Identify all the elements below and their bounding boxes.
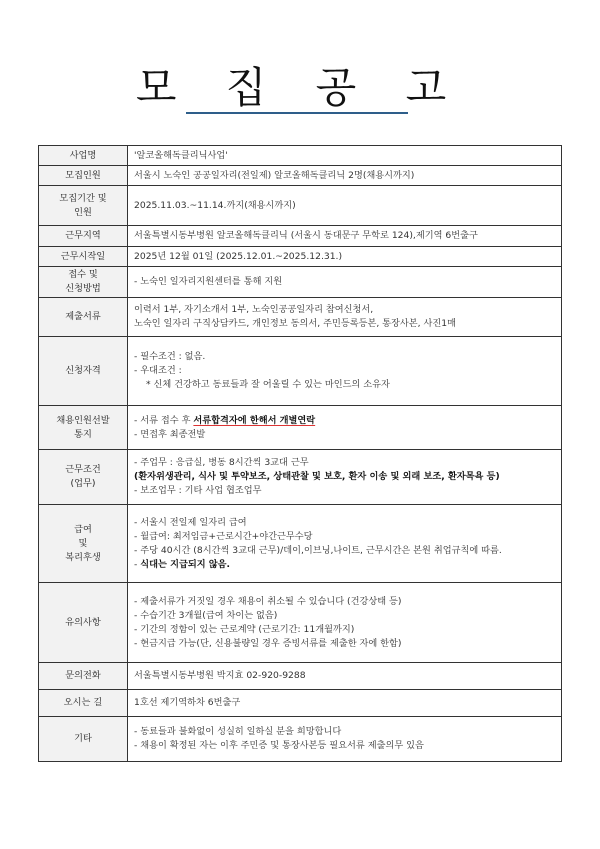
location-text: 서울특별시동부병원 알코올해독클리닉 (서울시 동대문구 무학로 124),제기역 6번출구	[134, 230, 478, 241]
notice-table	[38, 145, 562, 762]
value-documents	[128, 298, 562, 337]
period-text: 2025.11.03.~11.14.까지(채용시까지)	[134, 199, 296, 211]
row-application	[39, 267, 562, 298]
label-notes: 유의사항	[39, 583, 128, 663]
row-location	[39, 226, 562, 247]
label-business: 사업명	[39, 146, 128, 166]
welfare-line-2: - 월급여: 최저임금+근로시간+야간근무수당	[134, 530, 313, 542]
row-documents	[39, 298, 562, 337]
notes-line-1: - 제출서류가 거짓일 경우 채용이 취소될 수 있습니다 (건강상태 등)	[134, 595, 402, 607]
value-contact	[128, 663, 562, 690]
notification-prefix: - 서류 접수 후	[134, 414, 194, 426]
row-recruit-count	[39, 166, 562, 186]
application-text: - 노숙인 일자리지원센터를 통해 지원	[134, 276, 283, 287]
qualification-line-2: - 우대조건 :	[134, 365, 182, 376]
value-directions	[128, 690, 562, 717]
value-conditions	[128, 450, 562, 505]
label-notification-line-1: 채용인원선발	[56, 414, 110, 426]
directions-text: 1호선 제기역하차 6번출구	[134, 697, 241, 708]
row-notes	[39, 583, 562, 663]
business-text: '알코올해독클리닉사업'	[134, 149, 228, 161]
etc-line-1: - 동료들과 불화없이 성실히 일하실 분을 희망합니다	[134, 726, 342, 737]
notification-emphasis: 서류합격자에 한해서 개별연락	[193, 414, 316, 426]
row-etc	[39, 717, 562, 762]
value-location	[128, 226, 562, 247]
start-date-text: 2025년 12월 01일 (2025.12.01.~2025.12.31.)	[134, 250, 343, 262]
value-etc	[128, 717, 562, 762]
welfare-meal-note: 식대는 지급되지 않음.	[140, 558, 231, 570]
row-qualification	[39, 337, 562, 406]
welfare-line-1: - 서울시 전일제 일자리 급여	[134, 516, 247, 528]
documents-line-1: 이력서 1부, 자기소개서 1부, 노숙인공공일자리 참여신청서,	[134, 304, 374, 315]
label-directions: 오시는 길	[39, 690, 128, 717]
label-welfare-line-1: 급여	[74, 523, 92, 535]
notes-line-4: - 현금지급 가능(단, 신용불량일 경우 증빙서류를 제출한 자에 한함)	[134, 637, 402, 649]
label-location: 근무지역	[39, 226, 128, 247]
label-notification	[39, 406, 128, 450]
row-directions	[39, 690, 562, 717]
label-period	[39, 186, 128, 226]
row-welfare	[39, 505, 562, 583]
welfare-line-3: - 주당 40시간 (8시간씩 3교대 근무)/데이,이브닝,나이트, 근무시간은 본원 취업규칙에 따름.	[134, 544, 502, 556]
contact-text: 서울특별시동부병원 박지효 02-920-9288	[134, 670, 306, 681]
etc-line-2: - 채용이 확정된 자는 이후 주민증 및 통장사본등 필요서류 제출의무 있음	[134, 740, 424, 751]
value-application	[128, 267, 562, 298]
documents-line-2: 노숙인 일자리 구직상담카드, 개인정보 동의서, 주민등록등본, 통장사본, 사진1매	[134, 318, 456, 329]
label-welfare-line-3: 복리후생	[65, 551, 101, 563]
label-welfare-line-2: 및	[78, 537, 88, 549]
value-period	[128, 186, 562, 226]
label-start-date: 근무시작일	[39, 247, 128, 267]
label-period-line-1: 모집기간 및	[59, 192, 107, 204]
value-business	[128, 146, 562, 166]
title-underline	[186, 112, 408, 114]
label-conditions-line-2: (업무)	[70, 478, 96, 489]
label-documents: 제출서류	[39, 298, 128, 337]
label-recruit-count: 모집인원	[39, 166, 128, 186]
notification-line-1	[134, 414, 557, 428]
conditions-line-2: (환자위생관리, 식사 및 투약보조, 상태관찰 및 보호, 환자 이송 및 외래 보조, 환자목욕 등)	[134, 471, 500, 482]
value-welfare	[128, 505, 562, 583]
label-period-line-2: 인원	[74, 206, 92, 218]
welfare-line-4	[134, 558, 557, 572]
label-conditions	[39, 450, 128, 505]
qualification-line-3: * 신체 건강하고 동료들과 잘 어울릴 수 있는 마인드의 소유자	[146, 379, 390, 390]
label-contact: 문의전화	[39, 663, 128, 690]
row-contact	[39, 663, 562, 690]
label-application-line-1: 접수 및	[68, 269, 98, 280]
label-conditions-line-1: 근무조건	[65, 464, 101, 475]
label-application	[39, 267, 128, 298]
qualification-line-1: - 필수조건 : 없음.	[134, 351, 206, 362]
row-notification	[39, 406, 562, 450]
notes-line-3: - 기간의 정함이 있는 근로계약 (근로기간: 11개월까지)	[134, 623, 355, 635]
notification-line-2: - 면접후 최종전발	[134, 428, 206, 440]
value-recruit-count	[128, 166, 562, 186]
label-notification-line-2: 통지	[74, 428, 92, 440]
label-qualification: 신청자격	[39, 337, 128, 406]
row-business	[39, 146, 562, 166]
value-notification	[128, 406, 562, 450]
page-title: 모 집 공 고	[135, 63, 465, 112]
notes-line-2: - 수습기간 3개월(급여 차이는 없음)	[134, 609, 278, 621]
label-welfare	[39, 505, 128, 583]
conditions-line-1: - 주업무 : 응급실, 병동 8시간씩 3교대 근무	[134, 457, 309, 468]
label-etc: 기타	[39, 717, 128, 762]
recruit-count-text: 서울시 노숙인 공공일자리(전일제) 알코올해독클리닉 2명(채용시까지)	[134, 169, 415, 181]
row-conditions	[39, 450, 562, 505]
value-start-date	[128, 247, 562, 267]
label-application-line-2: 신청방법	[65, 283, 101, 294]
row-start-date	[39, 247, 562, 267]
welfare-line-4-prefix: -	[134, 558, 141, 570]
conditions-line-3: - 보조업무 : 기타 사업 협조업무	[134, 485, 262, 496]
value-qualification	[128, 337, 562, 406]
value-notes	[128, 583, 562, 663]
row-period	[39, 186, 562, 226]
